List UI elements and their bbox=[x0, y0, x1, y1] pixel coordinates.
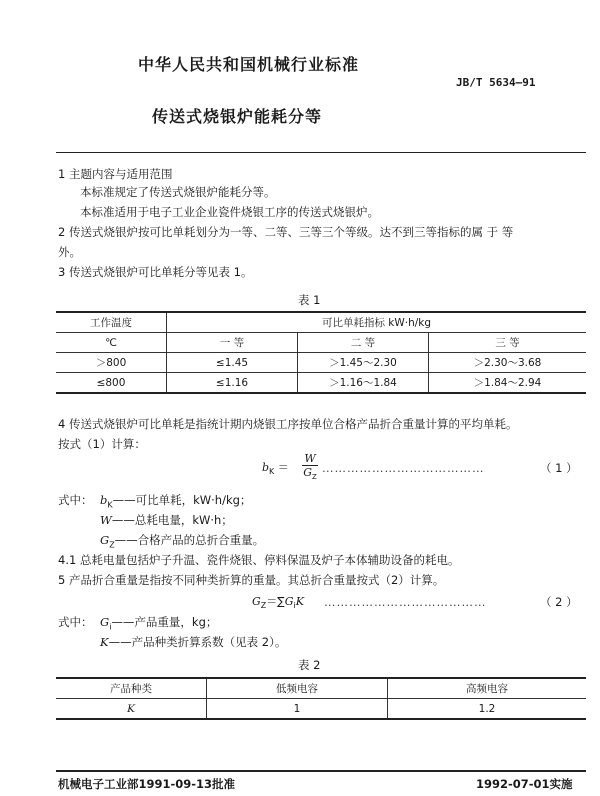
table-cell: ≤800 bbox=[56, 373, 167, 394]
table-1-header-temp-unit: ℃ bbox=[56, 333, 167, 353]
formula-2-lhs: G bbox=[252, 595, 261, 608]
table-2-symbol: K bbox=[127, 702, 135, 715]
table-cell: ≤1.45 bbox=[167, 353, 298, 373]
section-5: 5 产品折合重量是指按不同种类折算的重量。其总折合重量按式（2）计算。 bbox=[58, 573, 445, 587]
table-cell: 1.2 bbox=[388, 699, 587, 720]
table-cell bbox=[56, 699, 207, 720]
where-2-sym: K bbox=[100, 635, 109, 649]
where-1-sub: Z bbox=[109, 540, 115, 550]
table-cell: ＞1.84～2.94 bbox=[429, 373, 587, 394]
table-row bbox=[56, 353, 586, 373]
standard-title: 中华人民共和国机械行业标准 bbox=[138, 55, 360, 74]
table-1 bbox=[56, 311, 586, 394]
table-cell: ＞1.16～1.84 bbox=[298, 373, 429, 394]
document-title: 传送式烧银炉能耗分等 bbox=[152, 107, 323, 126]
where-2-desc: ——产品重量，kg； bbox=[111, 615, 218, 629]
formula-2 bbox=[252, 594, 304, 614]
formula-2-rhs-gi: i bbox=[293, 601, 296, 611]
where-1-sym: b bbox=[100, 493, 108, 507]
table-row bbox=[56, 699, 586, 720]
formula-2-rhs-k: K bbox=[295, 595, 304, 608]
formula-2-rhs-g: G bbox=[284, 595, 294, 608]
formula-2-lhs-sub: Z bbox=[260, 601, 267, 611]
table-1-header-index: 可比单耗指标 kW·h/kg bbox=[167, 312, 587, 333]
table-2-header: 产品种类 bbox=[56, 678, 207, 699]
where-1-desc: ——总耗电量，kW·h； bbox=[111, 513, 233, 527]
footer-effective: 1992-07-01实施 bbox=[476, 777, 573, 791]
standard-code: JB/T 5634—91 bbox=[456, 76, 536, 89]
table-1-caption: 表 1 bbox=[298, 293, 321, 307]
where-1-desc: ——可比单耗，kW·h/kg； bbox=[112, 493, 252, 507]
where-2-desc: ——产品种类折算系数（见表 2）。 bbox=[108, 635, 287, 649]
section-4-line-1: 4 传送式烧银炉可比单耗是指统计期内烧银工序按单位合格产品折合重量计算的平均单耗。 bbox=[58, 417, 518, 431]
where-1-sym: G bbox=[100, 533, 110, 547]
table-1-header-temp: 工作温度 bbox=[56, 312, 167, 333]
section-3: 3 传送式烧银炉可比单耗分等见表 1。 bbox=[58, 265, 253, 279]
formula-2-number: （ 2 ） bbox=[540, 595, 578, 609]
where-2-label: 式中： bbox=[58, 615, 93, 629]
table-1-header-grade-1: 一 等 bbox=[167, 333, 298, 353]
table-2 bbox=[56, 677, 586, 720]
where-1-item bbox=[100, 512, 233, 528]
formula-1-denominator: G bbox=[303, 466, 312, 479]
section-1-line-2: 本标准适用于电子工业企业瓷件烧银工序的传送式烧银炉。 bbox=[80, 205, 379, 219]
formula-2-rhs: ＝∑ bbox=[266, 595, 285, 608]
section-4-line-2: 按式（1）计算： bbox=[58, 437, 146, 451]
header-rule bbox=[56, 152, 586, 153]
formula-1-lhs-sub: K bbox=[269, 467, 275, 477]
table-2-header: 高频电容 bbox=[388, 678, 587, 699]
section-1-heading: 1 主题内容与适用范围 bbox=[58, 167, 173, 181]
formula-1-number: （ 1 ） bbox=[540, 461, 578, 475]
formula-1 bbox=[262, 460, 289, 480]
where-1-sym: W bbox=[100, 513, 112, 527]
table-1-header-grade-2: 二 等 bbox=[298, 333, 429, 353]
formula-1-den-sub: Z bbox=[312, 473, 317, 482]
where-1-label: 式中： bbox=[58, 493, 93, 507]
table-cell: ＞2.30～3.68 bbox=[429, 353, 587, 373]
where-2-item bbox=[100, 634, 286, 650]
formula-1-eq: ＝ bbox=[277, 461, 289, 474]
formula-1-leader: ………………………………… bbox=[322, 461, 485, 475]
where-1-item bbox=[100, 532, 264, 553]
section-1-line-1: 本标准规定了传送式烧银炉能耗分等。 bbox=[80, 185, 276, 199]
table-cell: 1 bbox=[207, 699, 388, 720]
table-row bbox=[56, 373, 586, 394]
where-2-item bbox=[100, 614, 217, 635]
table-cell: ＞1.45～2.30 bbox=[298, 353, 429, 373]
table-1-header-grade-3: 三 等 bbox=[429, 333, 587, 353]
formula-1-numerator: W bbox=[304, 452, 316, 465]
table-cell: ＞800 bbox=[56, 353, 167, 373]
formula-1-lhs: b bbox=[262, 461, 270, 474]
section-2-line-1: 2 传送式烧银炉按可比单耗划分为一等、二等、三等三个等级。达不到三等指标的属 于 等 bbox=[58, 225, 514, 239]
where-1-desc: ——合格产品的总折合重量。 bbox=[114, 533, 265, 547]
where-1-item bbox=[100, 492, 251, 513]
formula-1-fraction bbox=[302, 452, 318, 484]
where-1-sub: K bbox=[107, 500, 113, 510]
footer-approved: 机械电子工业部1991-09-13批准 bbox=[58, 777, 236, 791]
table-cell: ≤1.16 bbox=[167, 373, 298, 394]
formula-2-leader: ………………………………… bbox=[324, 595, 487, 609]
where-2-sub: i bbox=[109, 622, 112, 632]
where-2-sym: G bbox=[100, 615, 110, 629]
section-2-line-2: 外。 bbox=[58, 245, 81, 259]
footer-rule bbox=[56, 770, 586, 772]
table-2-header: 低频电容 bbox=[207, 678, 388, 699]
section-4-1: 4.1 总耗电量包括炉子升温、瓷件烧银、停料保温及炉子本体辅助设备的耗电。 bbox=[58, 553, 460, 567]
table-2-caption: 表 2 bbox=[298, 658, 321, 672]
